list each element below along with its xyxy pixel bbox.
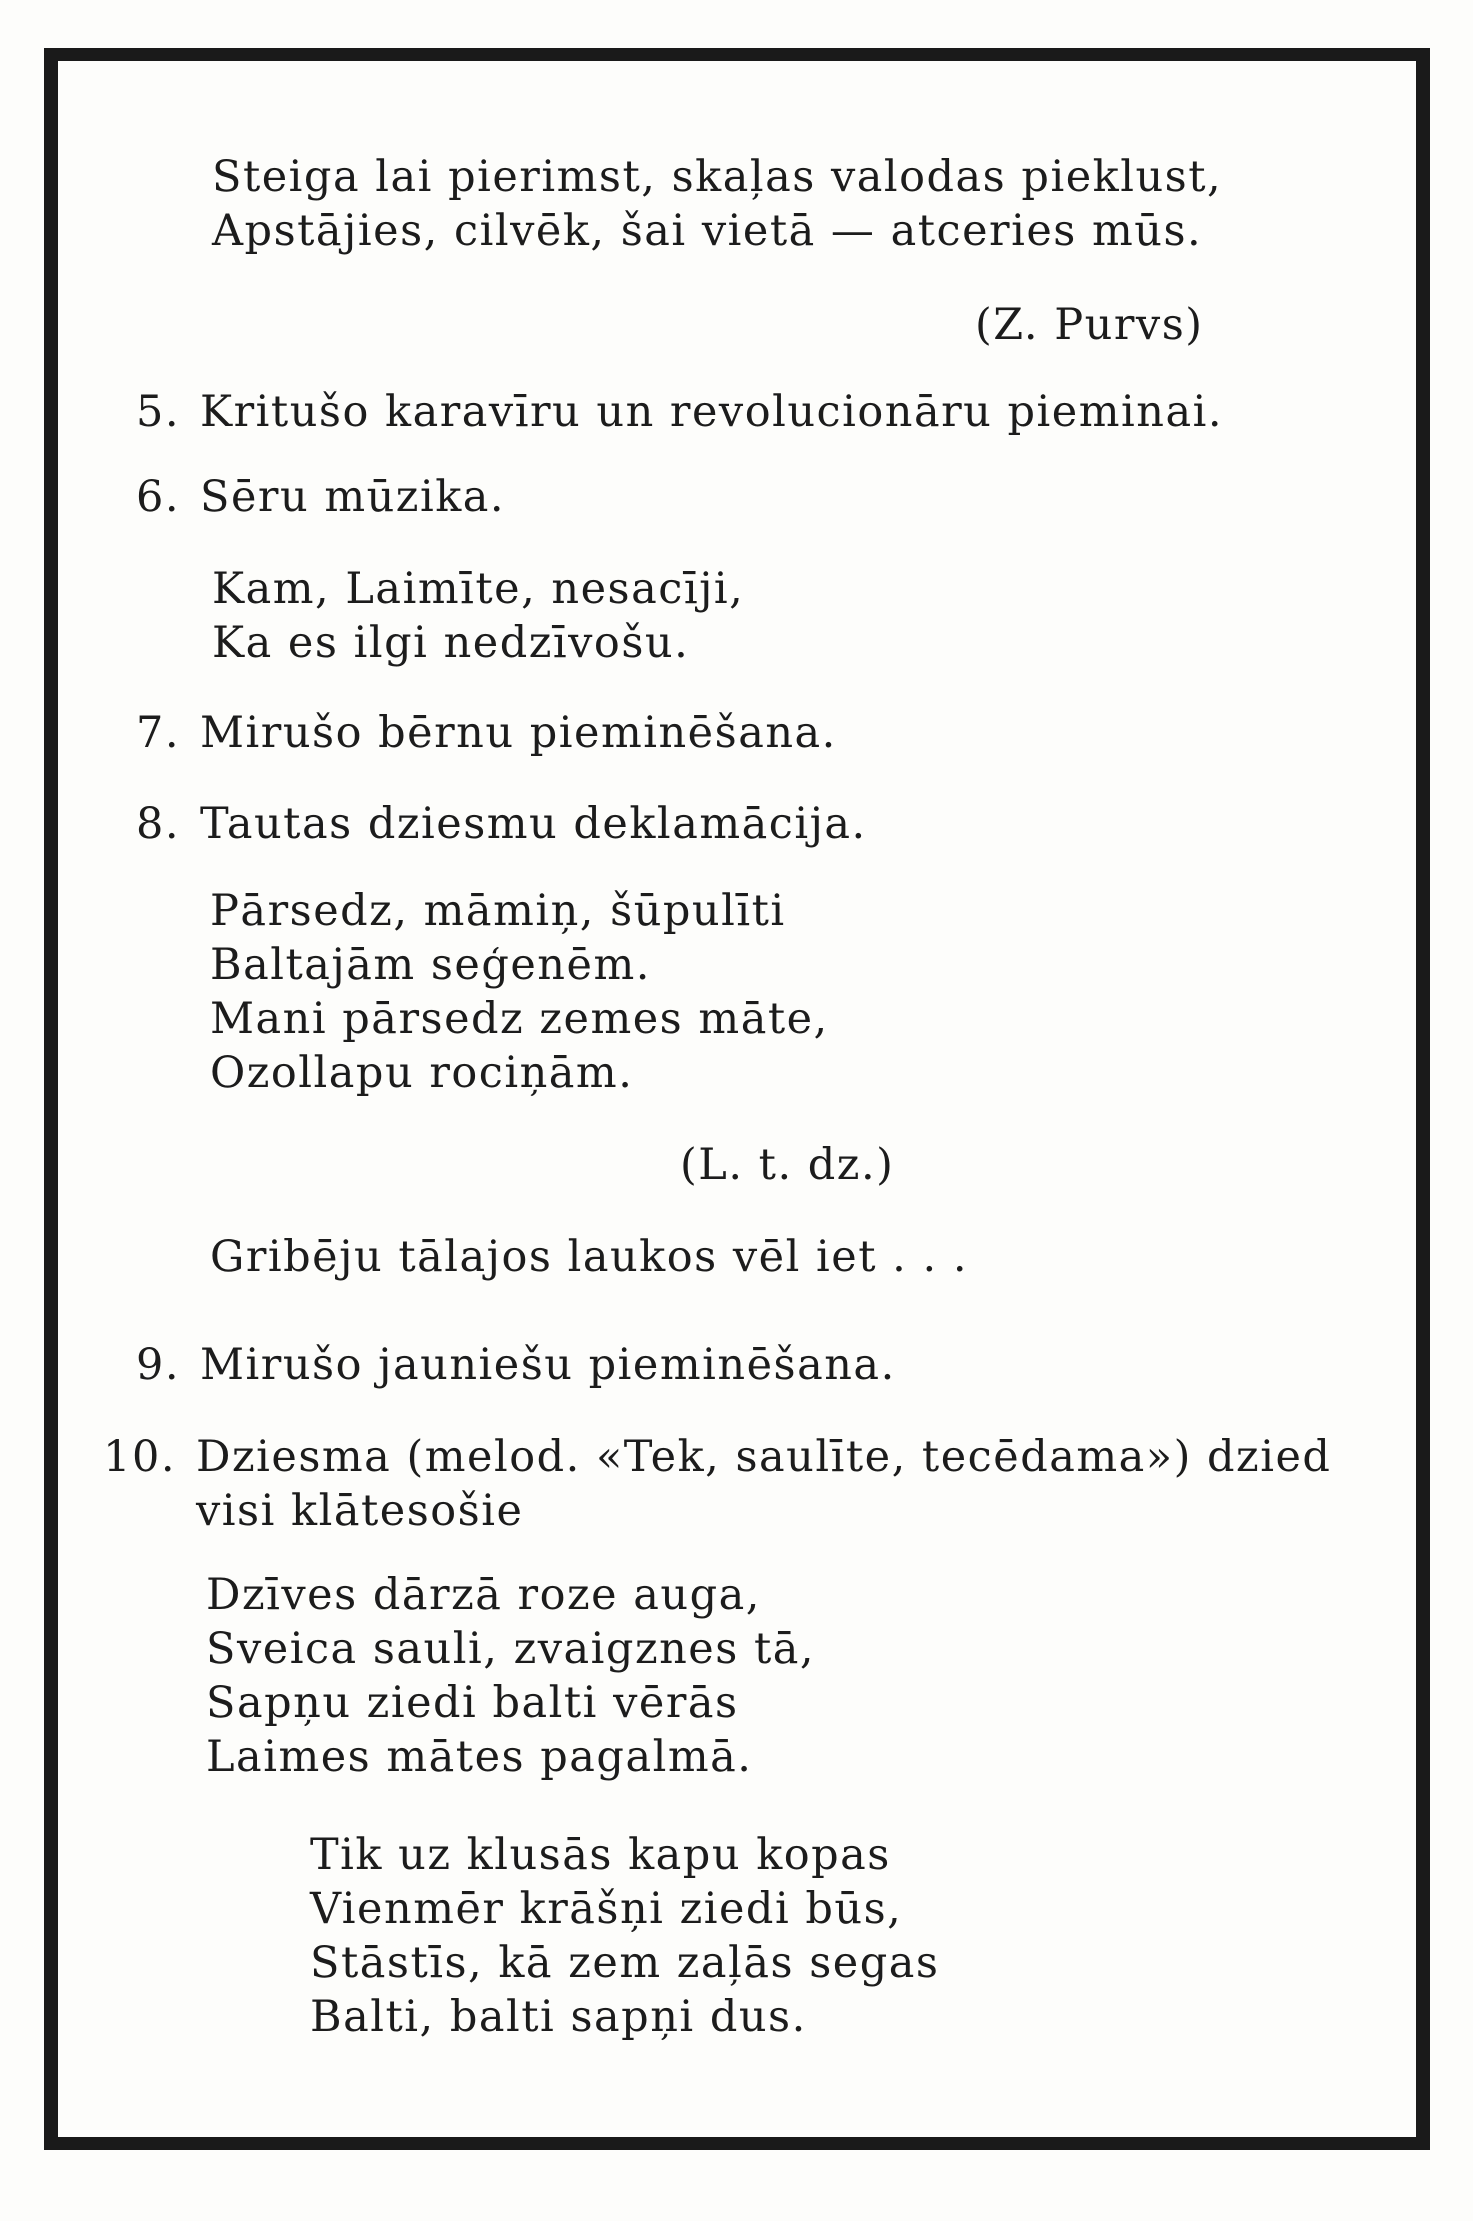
song-2-line-2: Vienmēr krāšņi ziedi būs, [310,1884,903,1934]
item-number: 5. [135,387,180,437]
song-1-line-2: Sveica sauli, zvaigznes tā, [206,1624,816,1674]
item-number: 8. [135,799,180,849]
song-2-line-1: Tik uz klusās kapu kopas [310,1830,891,1880]
stanza-6 [212,562,744,670]
intro-line-1: Steiga lai pierimst, skaļas valodas pieklust, [212,152,1223,202]
item-number: 6. [135,472,180,522]
stanza-8-line-3: Mani pārsedz zemes māte, [210,994,829,1044]
item-text: Mirušo bērnu pieminēšana. [200,708,837,758]
stanza-8-extra-line: Gribēju tālajos laukos vēl iet . . . [210,1232,968,1282]
song-stanza-2 [310,1828,939,2044]
stanza-6-line-1: Kam, Laimīte, nesacīji, [212,564,745,614]
song-stanza-1 [206,1568,815,1784]
stanza-8-line-4: Ozollapu rociņām. [210,1048,634,1098]
song-1-line-4: Laimes mātes pagalmā. [206,1732,753,1782]
stanza-6-line-2: Ka es ilgi nedzīvošu. [212,618,690,668]
item-text-line-2: visi klātesošie [196,1486,524,1536]
stanza-8-line-1: Pārsedz, māmiņ, šūpulīti [210,886,786,936]
intro-attribution: (Z. Purvs) [975,300,1204,350]
song-1-line-1: Dzīves dārzā roze auga, [206,1570,761,1620]
song-1-line-3: Sapņu ziedi balti vērās [206,1678,739,1728]
intro-stanza [212,150,1222,258]
item-text: Kritušo karavīru un revolucionāru pieminai. [200,387,1224,437]
song-2-line-4: Balti, balti sapņi dus. [310,1992,807,2042]
item-number: 9. [135,1340,180,1390]
item-number: 7. [135,708,180,758]
stanza-8-line-2: Baltajām seģenēm. [210,940,651,990]
item-text: Tautas dziesmu deklamācija. [200,799,867,849]
intro-line-2: Apstājies, cilvēk, šai vietā — atceries mūs. [212,206,1203,256]
stanza-8 [210,884,829,1100]
stanza-8-attribution: (L. t. dz.) [680,1140,895,1190]
item-text-line-1: Dziesma (melod. «Tek, saulīte, tecēdama») dzied [196,1432,1332,1482]
item-text: Sēru mūzika. [200,472,506,522]
item-text: Mirušo jauniešu pieminēšana. [200,1340,896,1390]
item-number: 10. [103,1432,176,1482]
song-2-line-3: Stāstīs, kā zem zaļās segas [310,1938,940,1988]
